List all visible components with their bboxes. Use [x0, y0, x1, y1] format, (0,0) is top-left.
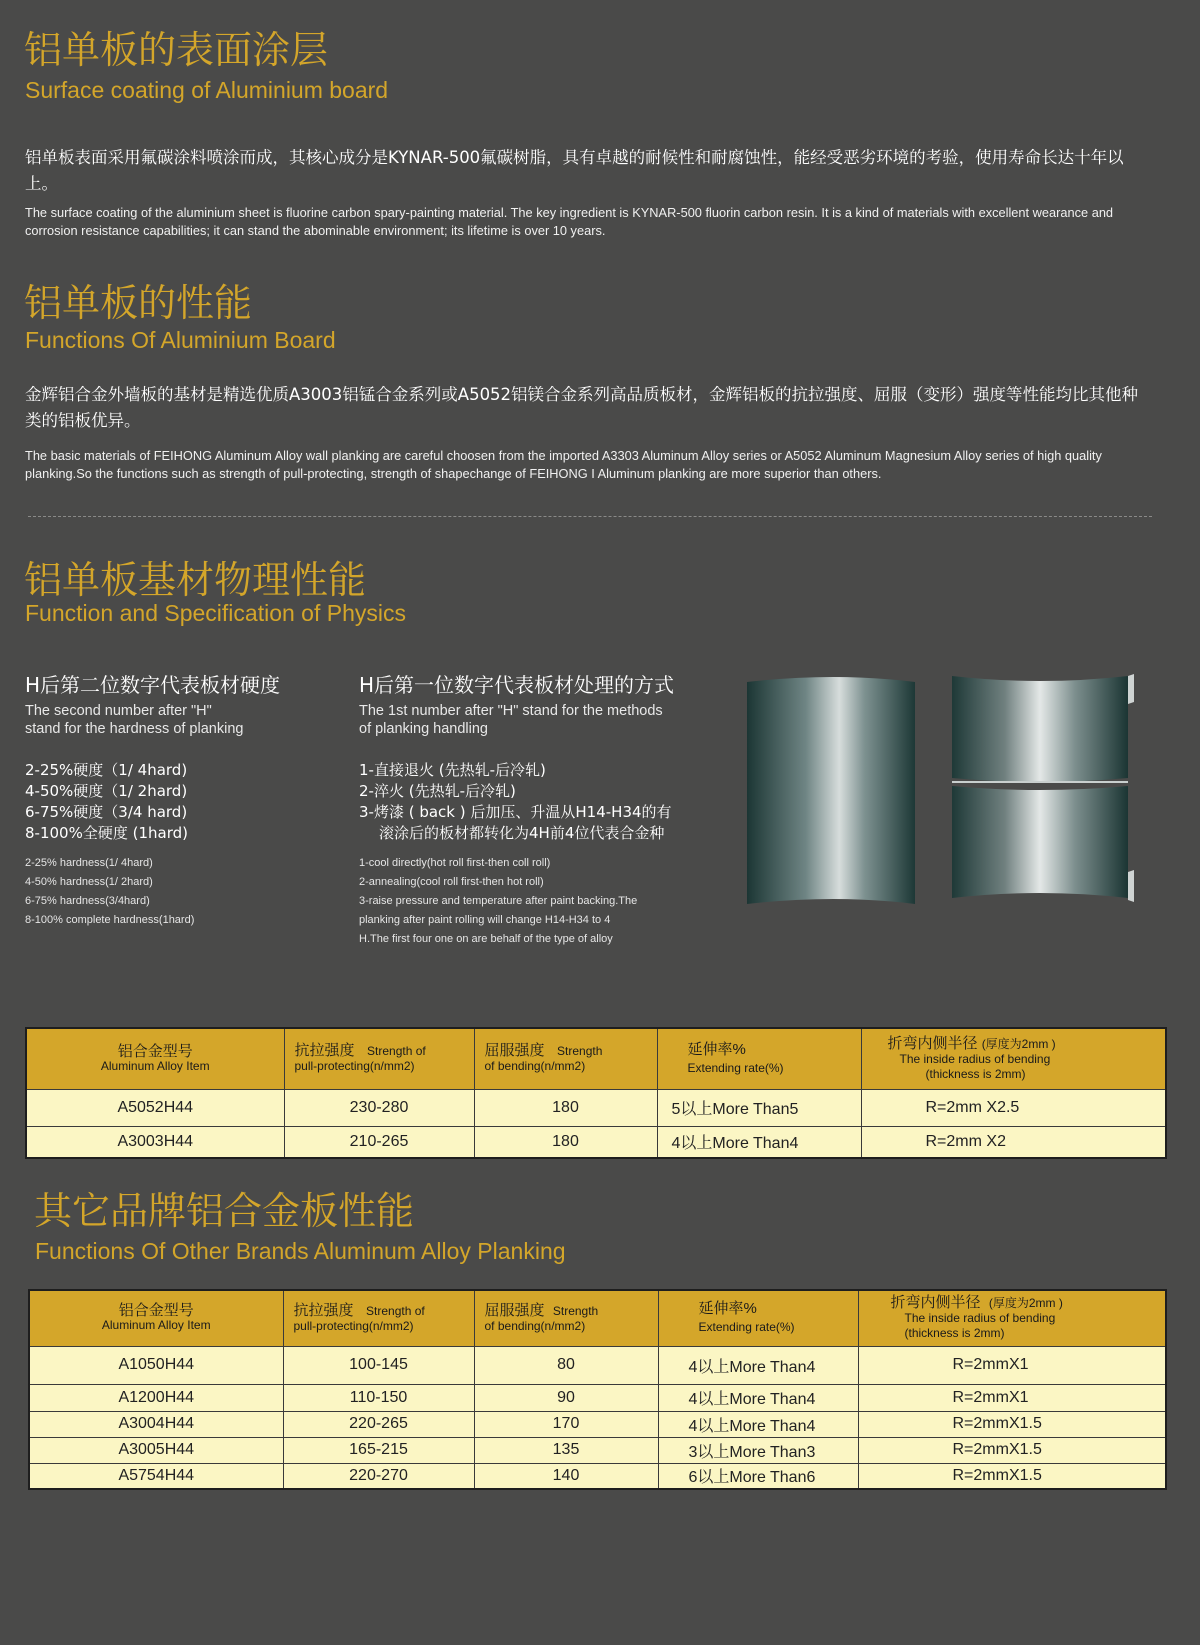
cell-alloy: A1050H44 [29, 1346, 283, 1384]
table-header-row [26, 1028, 1166, 1089]
table-row [29, 1346, 1166, 1384]
handling-item-en: 1-cool directly(hot roll first-then coll roll) [359, 857, 551, 869]
table-row [29, 1411, 1166, 1437]
cell-alloy: A5754H44 [29, 1463, 283, 1489]
handling-list-cn [359, 760, 729, 844]
cell-alloy: A3003H44 [26, 1126, 284, 1158]
hardness-item-cn: 8-100%全硬度 (1hard) [25, 824, 188, 842]
handling-heading-en-2: of planking handling [359, 721, 488, 737]
cell-alloy: A3004H44 [29, 1411, 283, 1437]
table-row [29, 1384, 1166, 1411]
cell-alloy: A3005H44 [29, 1437, 283, 1463]
table-row [29, 1437, 1166, 1463]
cell-bend-radius: R=2mmX1.5 [858, 1437, 1166, 1463]
header-elongation: 延伸率% Extending rate(%) [658, 1290, 858, 1346]
cell-yield: 135 [474, 1437, 658, 1463]
hardness-item-cn: 6-75%硬度（3/4 hard) [25, 803, 188, 821]
cell-tensile: 165-215 [283, 1437, 474, 1463]
section2-body-en: The basic materials of FEIHONG Aluminum Alloy wall planking are careful choosen from the imported A3303 Aluminum Alloy series or A5052 Aluminum Magnesium Alloy series of high quality planking.So the functions such as strength of pull-protecting, strength of shapechange of FEIHONG I Aluminum planking are more superior than others. [25, 448, 1102, 481]
hardness-column [25, 672, 365, 930]
cell-elongation: 6以上More Than6 [658, 1463, 858, 1489]
handling-item-en: 3-raise pressure and temperature after paint backing.The [359, 895, 638, 907]
section1-title-en: Surface coating of Aluminium board [25, 77, 389, 103]
table-row [26, 1089, 1166, 1126]
table-row [26, 1126, 1166, 1158]
handling-list-en [359, 854, 729, 949]
cell-alloy: A5052H44 [26, 1089, 284, 1126]
handling-item-en: planking after paint rolling will change H14-H34 to 4 [359, 914, 611, 926]
hardness-heading-en-1: The second number after "H" [25, 703, 212, 719]
handling-item-cn: 3-烤漆 ( back ) 后加压、升温从H14-H34的有 [359, 803, 672, 821]
aluminium-panel-image [745, 672, 945, 906]
section2-title-cn: 铝单板的性能 [24, 281, 253, 325]
cell-elongation: 4以上More Than4 [657, 1126, 861, 1158]
table-row [29, 1463, 1166, 1489]
header-alloy: 铝合金型号 Aluminum Alloy Item [26, 1028, 284, 1089]
handling-heading-en-1: The 1st number after "H" stand for the methods [359, 703, 663, 719]
cell-alloy: A1200H44 [29, 1384, 283, 1411]
header-bend-radius: 折弯内侧半径 (厚度为2mm ) The inside radius of bending (thickness is 2mm) [861, 1028, 1166, 1089]
cell-yield: 140 [474, 1463, 658, 1489]
cell-bend-radius: R=2mmX1.5 [858, 1411, 1166, 1437]
handling-item-cn: 2-淬火 (先热轧-后冷轧) [359, 782, 516, 800]
header-tensile: 抗拉强度 Strength of pull-protecting(n/mm2) [284, 1028, 474, 1089]
cell-tensile: 210-265 [284, 1126, 474, 1158]
section1-title-cn: 铝单板的表面涂层 [24, 28, 329, 72]
hardness-item-cn: 2-25%硬度（1/ 4hard) [25, 761, 188, 779]
section4-title-en: Functions Of Other Brands Aluminum Alloy Planking [35, 1238, 566, 1264]
cell-bend-radius: R=2mm X2.5 [861, 1089, 1166, 1126]
cell-tensile: 230-280 [284, 1089, 474, 1126]
header-alloy: 铝合金型号 Aluminum Alloy Item [29, 1290, 283, 1346]
cell-elongation: 4以上More Than4 [658, 1411, 858, 1437]
header-tensile: 抗拉强度 Strength of pull-protecting(n/mm2) [283, 1290, 474, 1346]
cell-elongation: 4以上More Than4 [658, 1384, 858, 1411]
hardness-item-en: 6-75% hardness(3/4hard) [25, 895, 150, 907]
cell-tensile: 110-150 [283, 1384, 474, 1411]
section3-title-en: Function and Specification of Physics [25, 600, 406, 626]
hardness-item-en: 2-25% hardness(1/ 4hard) [25, 857, 153, 869]
handling-item-en: H.The first four one on are behalf of the type of alloy [359, 933, 613, 945]
cell-tensile: 100-145 [283, 1346, 474, 1384]
header-elongation: 延伸率% Extending rate(%) [657, 1028, 861, 1089]
section3-title-cn: 铝单板基材物理性能 [24, 558, 367, 602]
hardness-heading-en-2: stand for the hardness of planking [25, 721, 244, 737]
cell-yield: 180 [474, 1126, 657, 1158]
other-brands-table [28, 1289, 1167, 1490]
cell-bend-radius: R=2mmX1 [858, 1346, 1166, 1384]
physics-spec-table [25, 1027, 1167, 1159]
header-bend-radius: 折弯内侧半径 (厚度为2mm ) The inside radius of bending (thickness is 2mm) [858, 1290, 1166, 1346]
handling-item-cn: 1-直接退火 (先热轧-后冷轧) [359, 761, 546, 779]
cell-tensile: 220-270 [283, 1463, 474, 1489]
hardness-item-cn: 4-50%硬度（1/ 2hard) [25, 782, 188, 800]
handling-item-cn: 滚涂后的板材都转化为4H前4位代表合金种 [379, 824, 665, 842]
cell-yield: 80 [474, 1346, 658, 1384]
section4-title-cn: 其它品牌铝合金板性能 [34, 1189, 415, 1233]
hardness-heading-cn: H后第二位数字代表板材硬度 [25, 673, 281, 697]
handling-item-en: 2-annealing(cool roll first-then hot roll) [359, 876, 544, 888]
hardness-item-en: 4-50% hardness(1/ 2hard) [25, 876, 153, 888]
dashed-divider [28, 516, 1152, 517]
cell-elongation: 4以上More Than4 [658, 1346, 858, 1384]
header-yield: 屈服强度 Strength of bending(n/mm2) [474, 1290, 658, 1346]
cell-bend-radius: R=2mm X2 [861, 1126, 1166, 1158]
cell-yield: 180 [474, 1089, 657, 1126]
section1-body-cn: 铝单板表面采用氟碳涂料喷涂而成，其核心成分是KYNAR-500氟碳树脂，具有卓越的耐候性和耐腐蚀性，能经受恶劣环境的考验，使用寿命长达十年以上。 [25, 148, 1124, 193]
handling-column [359, 672, 729, 949]
hardness-item-en: 8-100% complete hardness(1hard) [25, 914, 195, 926]
header-yield: 屈服强度 Strength of bending(n/mm2) [474, 1028, 657, 1089]
cell-bend-radius: R=2mmX1.5 [858, 1463, 1166, 1489]
section2-title-en: Functions Of Aluminium Board [25, 327, 336, 353]
section1-body-en: The surface coating of the aluminium sheet is fluorine carbon spary-painting material. The key ingredient is KYNAR-500 fluorin carbon resin. It is a kind of materials with excellent wearance and corrosion resistance capabilities; it can stand the abominable environment; its lifetime is over 10 years. [25, 205, 1114, 238]
cell-bend-radius: R=2mmX1 [858, 1384, 1166, 1411]
table-header-row [29, 1290, 1166, 1346]
section2-body-cn: 金辉铝合金外墙板的基材是精选优质A3003铝锰合金系列或A5052铝镁合金系列高品质板材，金辉铝板的抗拉强度、屈服（变形）强度等性能均比其他种类的铝板优异。 [25, 385, 1139, 430]
cell-yield: 90 [474, 1384, 658, 1411]
hardness-list-cn [25, 760, 365, 844]
cell-elongation: 3以上More Than3 [658, 1437, 858, 1463]
aluminium-panel-stack-image [950, 672, 1136, 906]
hardness-list-en [25, 854, 365, 930]
cell-yield: 170 [474, 1411, 658, 1437]
cell-tensile: 220-265 [283, 1411, 474, 1437]
cell-elongation: 5以上More Than5 [657, 1089, 861, 1126]
handling-heading-cn: H后第一位数字代表板材处理的方式 [359, 673, 675, 697]
